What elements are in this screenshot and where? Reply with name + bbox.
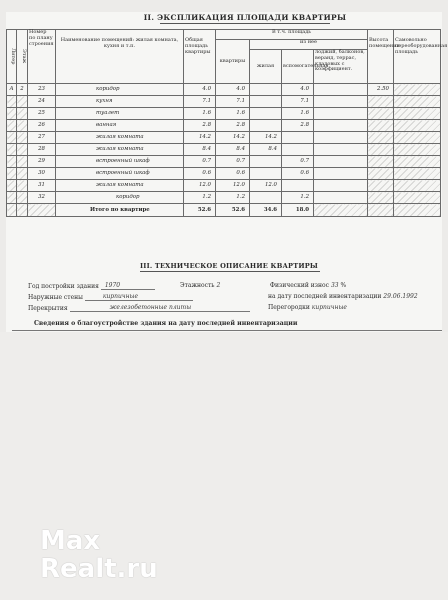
watermark-line1: Max — [40, 526, 101, 556]
total-row — [7, 204, 441, 217]
table-row: 29 встроенный шкаф 0.7 0.7 0.7 — [7, 156, 441, 168]
tech-description-title: III. ТЕХНИЧЕСКОЕ ОПИСАНИЕ КВАРТИРЫ — [140, 262, 390, 270]
explication-title: II. ЭКСПЛИКАЦИЯ ПЛОЩАДИ КВАРТИРЫ — [120, 13, 370, 22]
total-label: Итого по квартире — [56, 204, 184, 217]
floors-count-field: Этажность 2 — [180, 282, 221, 289]
table-row: 32 коридор 1.2 1.2 1.2 — [7, 192, 441, 204]
header-name: Наименование помещений: жилая комната, кухня и т.п. — [56, 30, 184, 84]
header-room-no: Номер по плану строения — [28, 30, 56, 84]
table-row: 26 ванная 2.8 2.8 2.8 — [7, 120, 441, 132]
table-row: 24 кухня 7.1 7.1 7.1 — [7, 96, 441, 108]
header-floor: Этаж — [17, 30, 28, 84]
header-living: жилая — [250, 50, 282, 84]
table-row: 28 жилая комната 8.4 8.4 8.4 — [7, 144, 441, 156]
header-letter: Литер — [7, 30, 17, 84]
amenities-heading: Сведения о благоустройстве здания на дату последней инвентаризации — [34, 320, 298, 327]
physical-wear-field: Физический износ 33 % — [270, 282, 347, 289]
table-row: А 2 23 коридор 4.0 4.0 4.0 2.50 — [7, 84, 441, 96]
header-unauthorized: Самовольно переоборудованная площадь — [394, 30, 441, 84]
table-row: 25 туалет 1.6 1.6 1.6 — [7, 108, 441, 120]
outer-walls-field: Наружные стены кирпичные — [28, 293, 193, 301]
total-apartment: 52.6 — [216, 204, 250, 217]
divider — [12, 330, 442, 331]
header-height: Высота помещения — [368, 30, 394, 84]
year-built-field: Год постройки здания 1970 — [28, 282, 155, 290]
header-auxiliary: вспомогательная — [282, 50, 314, 84]
watermark-line2: Realt.ru — [40, 554, 158, 584]
header-apartment: квартиры — [216, 40, 250, 84]
explication-table — [6, 29, 448, 217]
header-loggias: лоджий, балконов, веранд, террас, кладовых с коэффициент. — [314, 50, 368, 84]
header-incl-area: В т.ч. площадь — [216, 30, 368, 40]
ceilings-field: Перекрытия железобетонные плиты — [28, 304, 250, 312]
partitions-field: Перегородки кирпичные — [268, 304, 347, 311]
total-living: 34.6 — [250, 204, 282, 217]
inventory-date-field: на дату последней инвентаризации 29.06.1992 — [268, 293, 418, 300]
table-row: 27 жилая комната 14.2 14.2 14.2 — [7, 132, 441, 144]
header-of-which: из нее — [250, 40, 368, 50]
table-row: 30 встроенный шкаф 0.6 0.6 0.6 — [7, 168, 441, 180]
table-row: 31 жилая комната 12.0 12.0 12.0 — [7, 180, 441, 192]
total-area: 52.6 — [184, 204, 216, 217]
total-auxiliary: 18.0 — [282, 204, 314, 217]
watermark-logo — [40, 528, 158, 582]
header-total: Общая площадь квартиры — [184, 30, 216, 84]
explication-body — [7, 84, 441, 217]
